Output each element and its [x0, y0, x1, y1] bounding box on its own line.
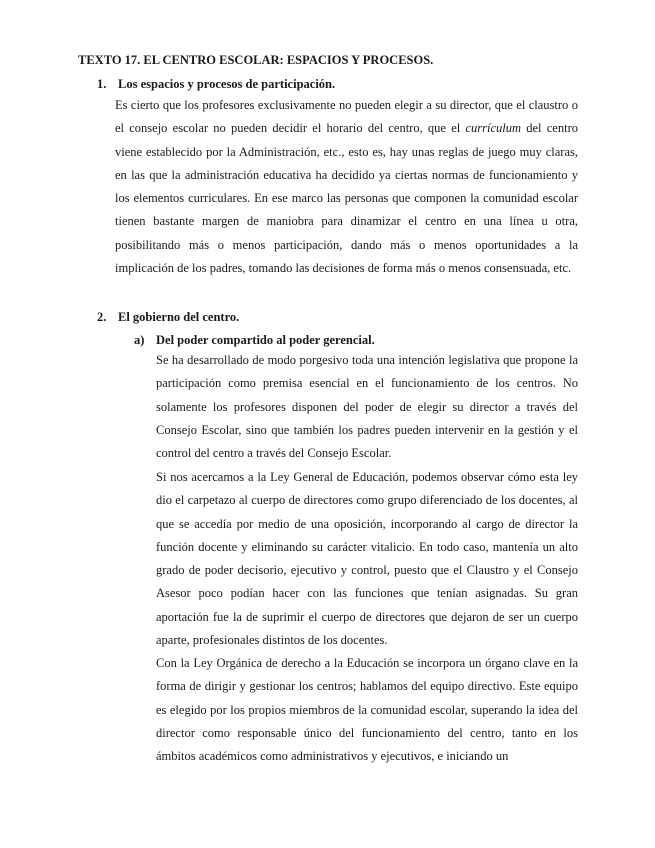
subsection-a-title: Del poder compartido al poder gerencial. [156, 333, 375, 347]
section-2-number: 2. [97, 310, 107, 324]
section-1-title: Los espacios y procesos de participación. [118, 77, 336, 91]
subsection-a-paragraph-1: Se ha desarrollado de modo porgesivo toda una intención legislativa que propone la participación como premisa esencial en el funcionamiento de los centros. No solamente los profesores disponen del poder de elegir su director a través del Consejo Escolar, sino que también los padres pueden intervenir en la gestión y el control del centro a través del Consejo Escolar. [156, 353, 578, 461]
section-1-number: 1. [97, 77, 107, 91]
subsection-a-paragraph-3: Con la Ley Orgánica de derecho a la Educación se incorpora un órgano clave en la forma de dirigir y gestionar los centros; hablamos del equipo directivo. Este equipo es elegido por los propios miembros de la comunidad escolar, superando la idea del director como responsable único del funcionamiento del centro, tanto en los ámbitos académicos como administrativos y ejecutivos, e iniciando un [156, 656, 578, 764]
subsection-a-heading [134, 333, 375, 348]
subsection-a-paragraph-2: Si nos acercamos a la Ley General de Educación, podemos observar cómo esta ley dio el carpetazo al cuerpo de directores como grupo diferenciado de los docentes, al que se accedía por medio de una oposición, incorporando al cargo de director la función docente y eliminando su carácter vitalicio. En todo caso, mantenía un alto grado de poder decisorio, ejecutivo y control, puesto que el Claustro y el Consejo Asesor poco podían hacer con las funciones que tenían asignadas. Su gran aportación fue la de suprimir el cuerpo de directores que dejaron de ser un cuerpo aparte, profesionales distintos de los docentes. [156, 470, 578, 648]
section-2-title: El gobierno del centro. [118, 310, 240, 324]
section-2-heading [97, 310, 239, 325]
document-title: TEXTO 17. EL CENTRO ESCOLAR: ESPACIOS Y PROCESOS. [78, 53, 434, 67]
section-1-paragraph [115, 94, 578, 280]
paragraph-italic-term: currículum [465, 121, 522, 136]
subsection-a-letter: a) [134, 333, 145, 347]
section-1-heading [97, 77, 335, 92]
paragraph-text: Es cierto que los profesores exclusivamente no pueden elegir a su director, que el claustro o el consejo escolar no pueden decidir el horario del centro, que el [115, 98, 578, 136]
paragraph-text: del centro viene establecido por la Administración, etc., esto es, hay unas reglas de juego muy claras, en las que la administración educativa ha decidido ya ciertas normas de funcionamiento y los elementos curriculares. En ese marco las personas que componen la comunidad escolar tienen bastante margen de maniobra para dinamizar el centro en una línea u otra, posibilitando más o menos participación, dando más o menos oportunidades a la implicación de los padres, tomando las decisiones de forma más o menos consensuada, etc. [115, 121, 578, 276]
